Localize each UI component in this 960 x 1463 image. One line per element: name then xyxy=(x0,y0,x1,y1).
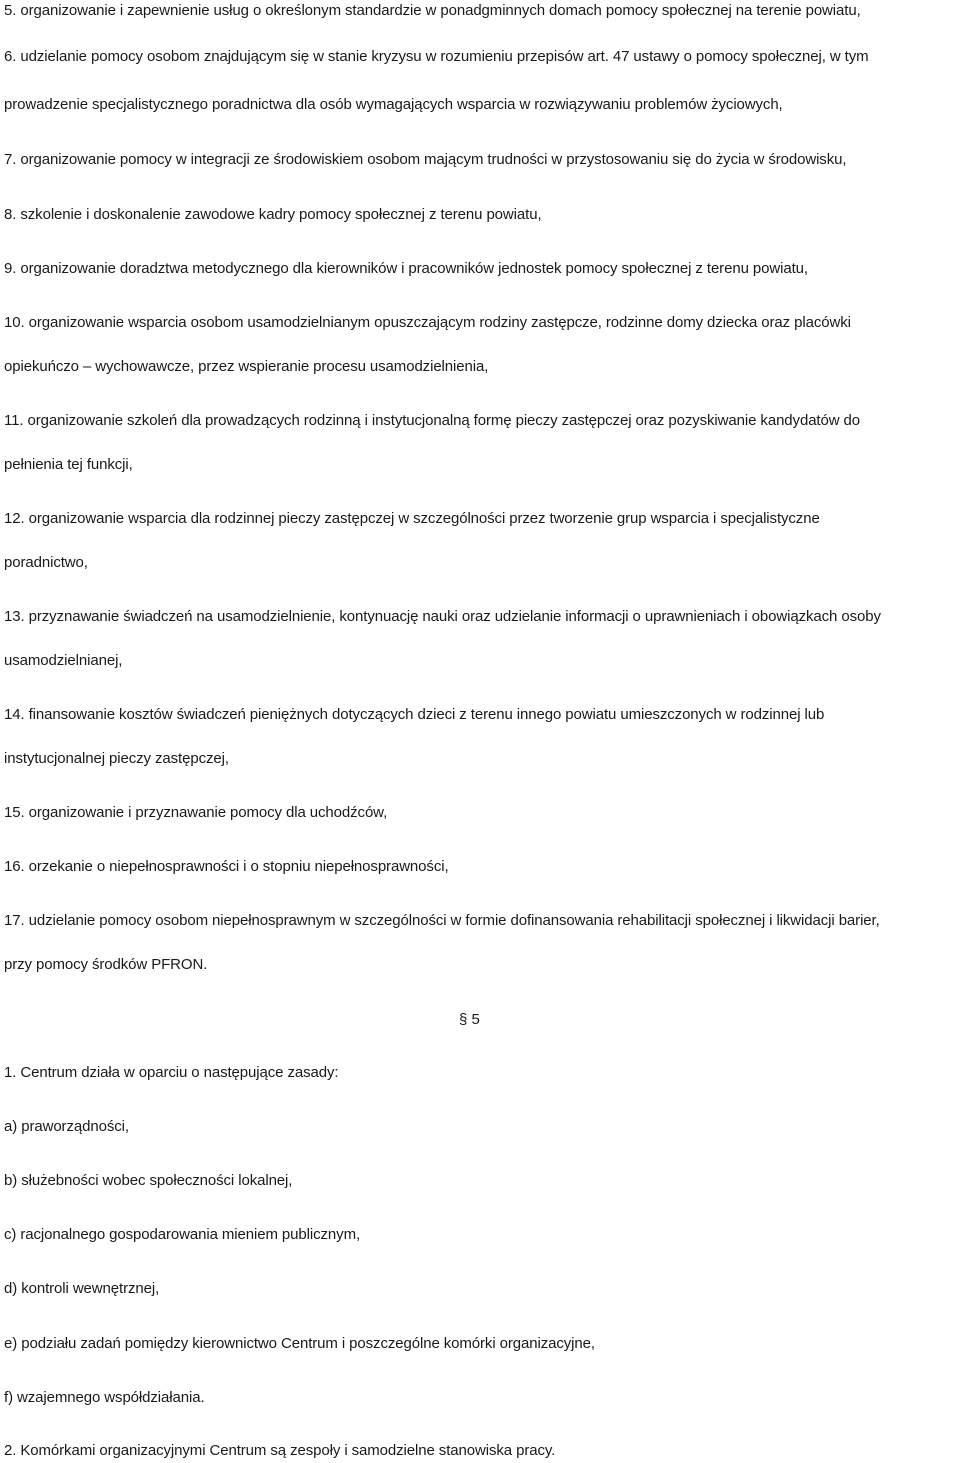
principle-d: d) kontroli wewnętrznej, xyxy=(4,1280,160,1297)
principle-f: f) wzajemnego współdziałania. xyxy=(4,1389,205,1406)
duty-11-line-2: pełnienia tej funkcji, xyxy=(4,456,133,473)
duty-12-line-1: 12. organizowanie wsparcia dla rodzinnej pieczy zastępczej w szczególności przez tworzenie grup wsparcia i specjalistyczne xyxy=(4,510,820,527)
principle-e: e) podziału zadań pomiędzy kierownictwo Centrum i poszczególne komórki organizacyjne, xyxy=(4,1335,595,1352)
principle-a: a) praworządności, xyxy=(4,1118,129,1135)
duty-6-line-2: prowadzenie specjalistycznego poradnictwa dla osób wymagających wsparcia w rozwiązywaniu problemów życiowych, xyxy=(4,96,783,113)
duty-17-line-2: przy pomocy środków PFRON. xyxy=(4,956,208,973)
duty-17-line-1: 17. udzielanie pomocy osobom niepełnosprawnym w szczególności w formie dofinansowania rehabilitacji społecznej i likwidacji barier, xyxy=(4,912,880,929)
principles-intro: 1. Centrum działa w oparciu o następujące zasady: xyxy=(4,1064,339,1081)
final-point: 2. Komórkami organizacyjnymi Centrum są zespoły i samodzielne stanowiska pracy. xyxy=(4,1442,556,1459)
duty-10-line-2: opiekuńczo – wychowawcze, przez wspieranie procesu usamodzielnienia, xyxy=(4,358,489,375)
duty-14-line-2: instytucjonalnej pieczy zastępczej, xyxy=(4,750,229,767)
duty-11-line-1: 11. organizowanie szkoleń dla prowadzących rodzinną i instytucjonalną formę pieczy zastępczej oraz pozyskiwanie kandydatów do xyxy=(4,412,861,429)
duty-5-line-1: 5. organizowanie i zapewnienie usług o określonym standardzie w ponadgminnych domach pomocy społecznej na terenie powiatu, xyxy=(4,2,861,19)
duty-12-line-2: poradnictwo, xyxy=(4,554,88,571)
principle-c: c) racjonalnego gospodarowania mieniem publicznym, xyxy=(4,1226,361,1243)
duty-15-line-1: 15. organizowanie i przyznawanie pomocy dla uchodźców, xyxy=(4,804,388,821)
duty-6-line-1: 6. udzielanie pomocy osobom znajdującym się w stanie kryzysu w rozumieniu przepisów art. 47 ustawy o pomocy społecznej, w tym xyxy=(4,48,869,65)
duty-8-line-1: 8. szkolenie i doskonalenie zawodowe kadry pomocy społecznej z terenu powiatu, xyxy=(4,206,542,223)
duty-9-line-1: 9. organizowanie doradztwa metodycznego dla kierowników i pracowników jednostek pomocy społecznej z terenu powiatu, xyxy=(4,260,808,277)
duty-13-line-2: usamodzielnianej, xyxy=(4,652,123,669)
duty-10-line-1: 10. organizowanie wsparcia osobom usamodzielnianym opuszczającym rodziny zastępcze, rodzinne domy dziecka oraz placówki xyxy=(4,314,851,331)
duty-7-line-1: 7. organizowanie pomocy w integracji ze środowiskiem osobom mającym trudności w przystosowaniu się do życia w środowisku, xyxy=(4,151,847,168)
duty-14-line-1: 14. finansowanie kosztów świadczeń pieniężnych dotyczących dzieci z terenu innego powiatu umieszczonych w rodzinnej lub xyxy=(4,706,825,723)
principle-b: b) służebności wobec społeczności lokalnej, xyxy=(4,1172,293,1189)
duty-13-line-1: 13. przyznawanie świadczeń na usamodzielnienie, kontynuację nauki oraz udzielanie informacji o uprawnieniach i obowiązkach osoby xyxy=(4,608,881,625)
duty-16-line-1: 16. orzekanie o niepełnosprawności i o stopniu niepełnosprawności, xyxy=(4,858,449,875)
section-heading: § 5 xyxy=(459,1011,480,1028)
